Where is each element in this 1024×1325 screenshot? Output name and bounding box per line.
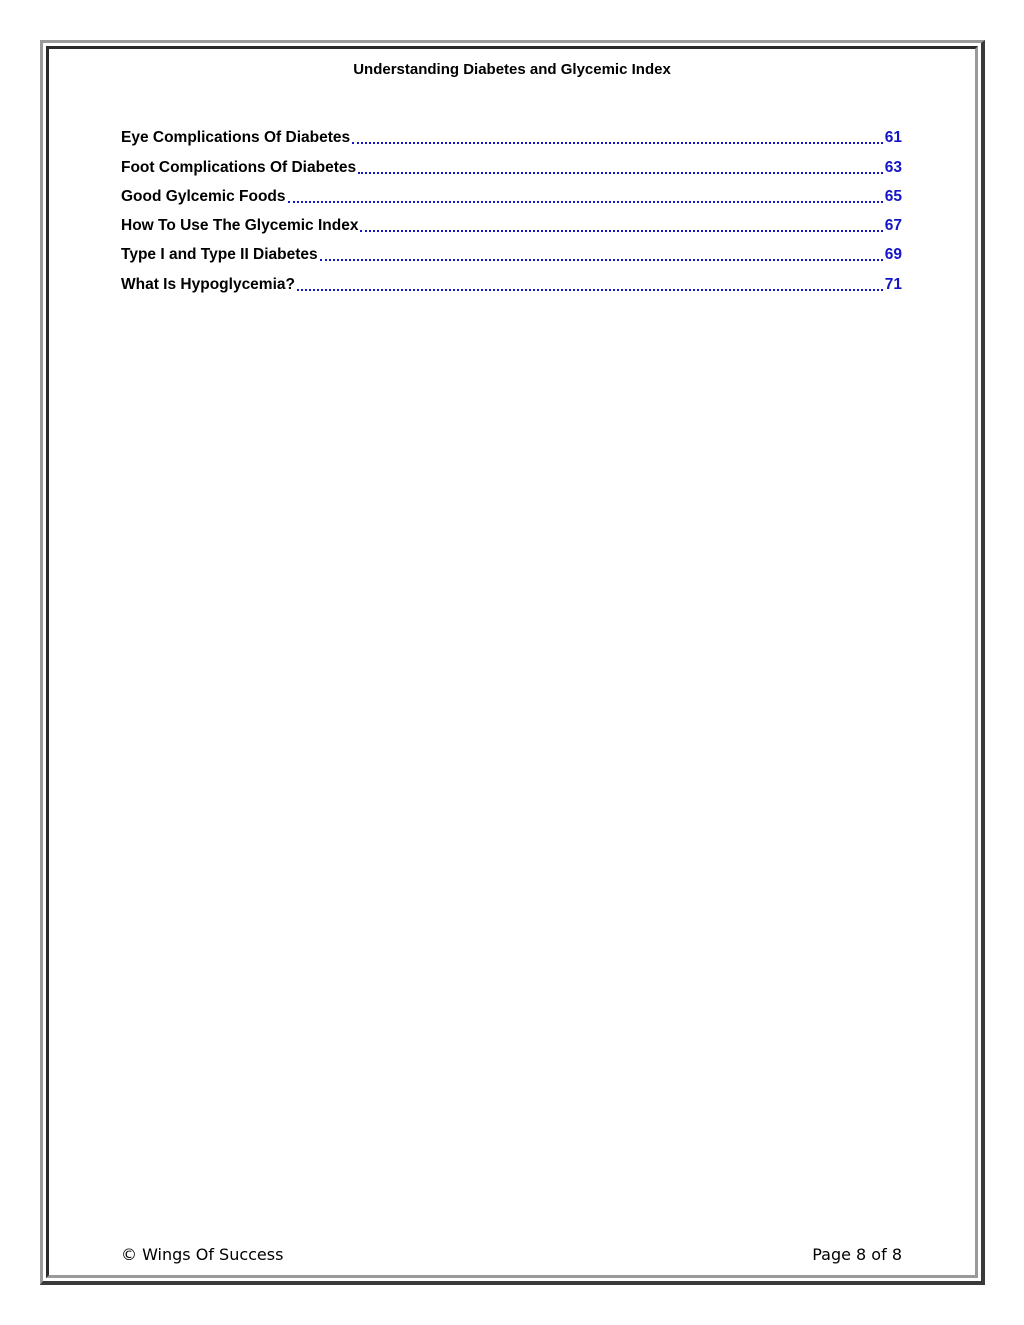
toc-entry[interactable] [121, 208, 902, 237]
toc-entry[interactable] [121, 179, 902, 208]
toc-dot-leader [320, 259, 883, 261]
page-header-title: Understanding Diabetes and Glycemic Index [353, 61, 671, 78]
toc-entry-label[interactable]: Good Gylcemic Foods [121, 187, 286, 205]
toc-page-number[interactable]: 61 [884, 129, 902, 147]
toc-entry-label[interactable]: Foot Complications Of Diabetes [121, 158, 357, 176]
toc-entry-label[interactable]: Type I and Type II Diabetes [121, 246, 318, 264]
toc-page-number[interactable]: 65 [884, 187, 902, 205]
toc-entry[interactable] [121, 120, 902, 149]
toc-entry[interactable] [121, 149, 902, 178]
toc-page-number[interactable]: 63 [884, 158, 902, 176]
toc-dot-leader [360, 230, 882, 232]
toc-dot-leader [352, 142, 883, 144]
toc-entry-label[interactable]: What Is Hypoglycemia? [121, 275, 295, 293]
toc-entry[interactable] [121, 237, 902, 266]
toc-page-number[interactable]: 67 [884, 217, 902, 235]
toc-dot-leader [297, 289, 883, 291]
footer-copyright: © Wings Of Success [121, 1245, 284, 1264]
table-of-contents [121, 120, 902, 296]
toc-dot-leader [288, 201, 883, 203]
toc-entry[interactable] [121, 266, 902, 295]
toc-page-number[interactable]: 71 [884, 275, 902, 293]
toc-entry-label[interactable]: Eye Complications Of Diabetes [121, 129, 351, 147]
toc-dot-leader [358, 172, 883, 174]
footer-page-indicator: Page 8 of 8 [812, 1245, 902, 1264]
toc-entry-label[interactable]: How To Use The Glycemic Index [121, 217, 359, 235]
toc-page-number[interactable]: 69 [884, 246, 902, 264]
